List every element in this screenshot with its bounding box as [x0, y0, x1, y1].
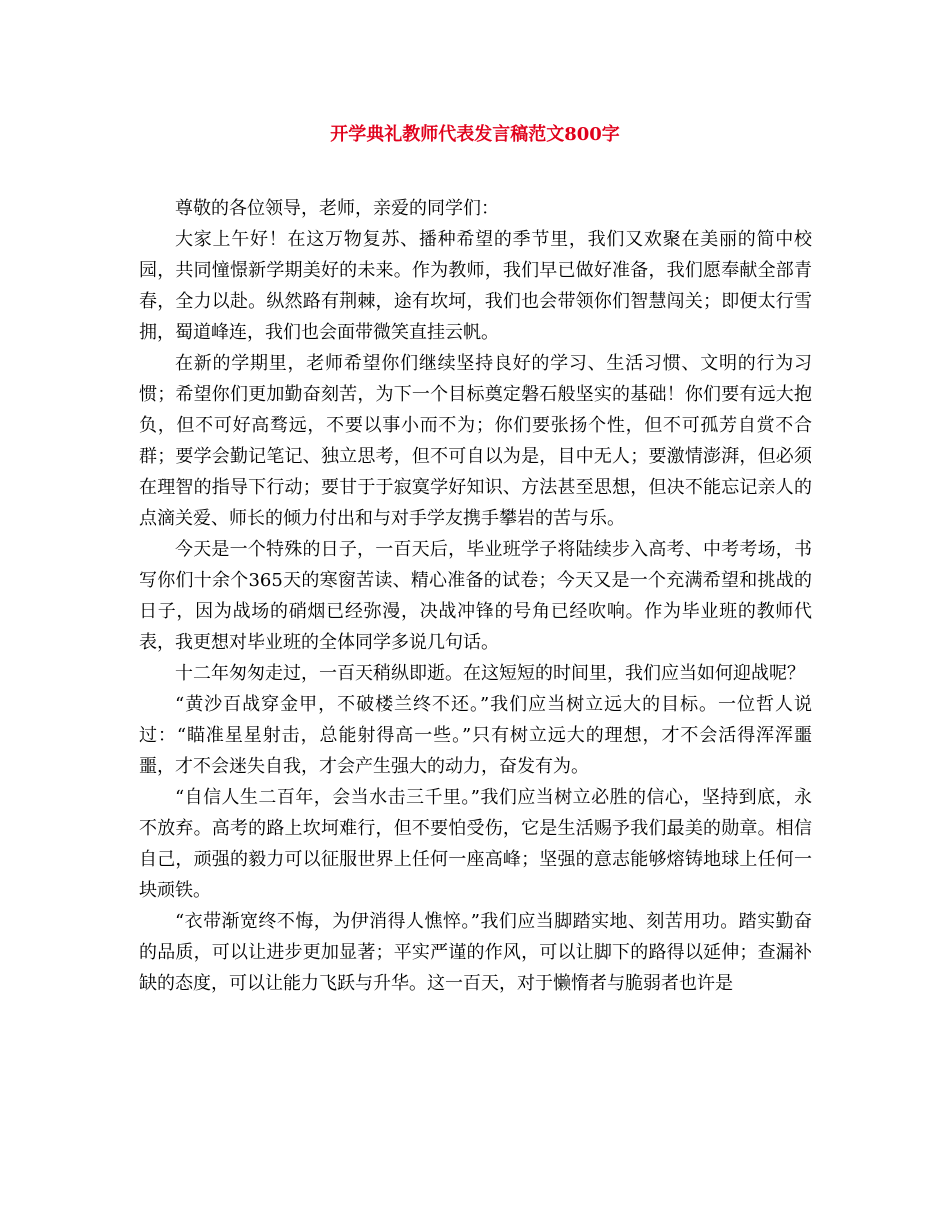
paragraph-expectations: 在新的学期里，老师希望你们继续坚持良好的学习、生活习惯、文明的行为习惯；希望你们更加勤奋刻苦，为下一个目标奠定磐石般坚实的基础！你们要有远大抱负，但不可好高骛远，不要以事小而不为；你们要张扬个性，但不可孤芳自赏不合群；要学会勤记笔记、独立思考，但不可自以为是，目中无人；要激情澎湃，但必须在理智的指导下行动；要甘于于寂寞学好知识、方法甚至思想，但决不能忘记亲人的点滴关爱、师长的倾力付出和与对手学友携手攀岩的苦与乐。 [139, 353, 812, 529]
paragraph-how-to-face: 十二年匆匆走过，一百天稍纵即逝。在这短短的时间里，我们应当如何迎战呢？ [175, 663, 805, 684]
paragraph-confidence: “自信人生二百年，会当水击三千里。”我们应当树立必胜的信心，坚持到底，永不放弃。高考的路上坎坷难行，但不要怕受伤，它是生活赐予我们最美的勋章。相信自己，顽强的毅力可以征服世界上任何一座高峰；坚强的意志能够熔铸地球上任何一块顽铁。 [139, 787, 812, 901]
paragraph-diligence: “衣带渐宽终不悔，为伊消得人憔悴。”我们应当脚踏实地、刻苦用功。踏实勤奋的品质，可以让进步更加显著；平实严谨的作风，可以让脚下的路得以延伸；查漏补缺的态度，可以让能力飞跃与升华。这一百天，对于懒惰者与脆弱者也许是 [139, 911, 812, 994]
paragraph-salutation: 尊敬的各位领导，老师，亲爱的同学们： [175, 198, 499, 219]
document-body [139, 193, 812, 999]
paragraph-greeting: 大家上午好！在这万物复苏、播种希望的季节里，我们又欢聚在美丽的简中校园，共同憧憬新学期美好的未来。作为教师，我们早已做好准备，我们愿奉献全部青春，全力以赴。纵然路有荆棘，途有坎坷，我们也会带领你们智慧闯关；即便太行雪拥，蜀道峰连，我们也会面带微笑直挂云帆。 [139, 229, 812, 343]
document-title: 开学典礼教师代表发言稿范文800字 [330, 124, 620, 145]
paragraph-special-day: 今天是一个特殊的日子，一百天后，毕业班学子将陆续步入高考、中考考场，书写你们十余个365天的寒窗苦读、精心准备的试卷；今天又是一个充满希望和挑战的日子，因为战场的硝烟已经弥漫，决战冲锋的号角已经吹响。作为毕业班的教师代表，我更想对毕业班的全体同学多说几句话。 [139, 539, 812, 653]
paragraph-ambitious-goal: “黄沙百战穿金甲，不破楼兰终不还。”我们应当树立远大的目标。一位哲人说过：“瞄准星星射击，总能射得高一些。”只有树立远大的理想，才不会活得浑浑噩噩，才不会迷失自我，才会产生强大的动力，奋发有为。 [139, 694, 812, 777]
